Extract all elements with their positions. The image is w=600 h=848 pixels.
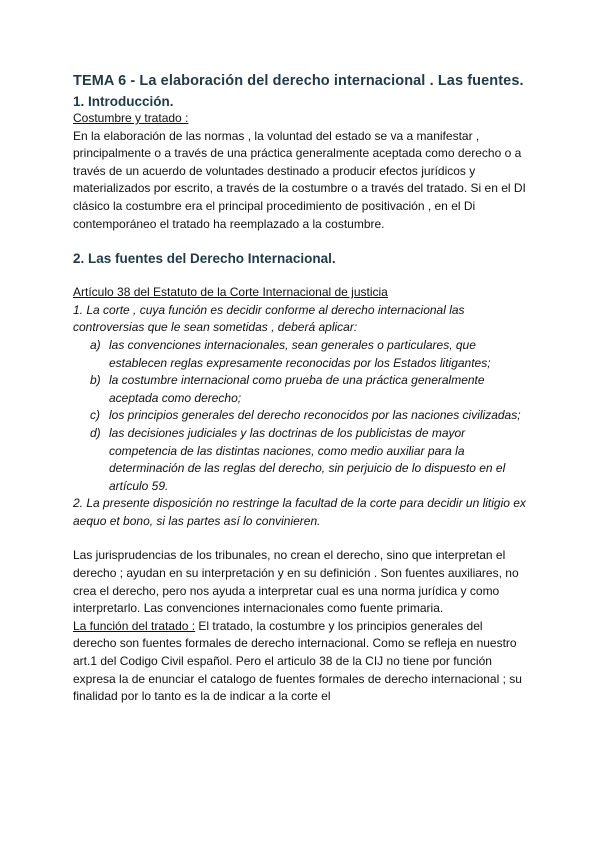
list-item — [73, 372, 528, 407]
article-38-title: Artículo 38 del Estatuto de la Corte Internacional de justicia — [73, 285, 388, 300]
treaty-function-text: El tratado, la costumbre y los principios generales del derecho son fuentes formales de derecho internacional. Como se refleja en nuestro art.1 del Codigo Civil español. Pero el articulo 38 de la CIJ no tiene por función expresa la de enunciar el catalogo de fuentes formales de derecho internacional ; su finalidad por lo tanto es la de indicar a la corte el — [73, 618, 522, 704]
document-page — [73, 72, 528, 706]
section-introduccion-heading: 1. Introducción. — [73, 94, 174, 109]
list-item-text: las decisiones judiciales y las doctrinas de los publicistas de mayor competencia de las distintas naciones, como medio auxiliar para la determinación de las reglas del derecho, sin perjuicio de lo dispuesto en el artículo 59. — [109, 425, 506, 493]
treaty-function-paragraph — [73, 618, 528, 706]
spacer — [73, 267, 528, 284]
list-item-label: b) — [90, 373, 101, 388]
list-item-text: las convenciones internacionales, sean generales o particulares, que establecen reglas expresamente reconocidas por los Estados litigantes; — [109, 337, 491, 370]
document-title: TEMA 6 - La elaboración del derecho internacional . Las fuentes. — [73, 73, 524, 89]
article-items-list — [73, 337, 528, 495]
list-item-text: los principios generales del derecho reconocidos por las naciones civilizadas; — [109, 408, 521, 423]
list-item-text: la costumbre internacional como prueba de una práctica generalmente aceptada como derecho; — [109, 373, 485, 405]
article-point-1: 1. La corte , cuya función es decidir conforme al derecho internacional las controversias que le sean sometidas , deberá aplicar: — [73, 302, 465, 335]
list-item — [73, 337, 528, 372]
list-item-label: a) — [90, 337, 101, 352]
list-item — [73, 425, 528, 495]
list-item-label: c) — [90, 408, 100, 423]
treaty-function-label: La función del tratado : — [73, 618, 196, 633]
costumbre-tratado-subheading: Costumbre y tratado : — [73, 111, 189, 125]
list-item-label: d) — [90, 425, 101, 440]
jurisprudence-paragraph: Las jurisprudencias de los tribunales, no crean el derecho, sino que interpretan el derecho ; ayudan en su interpretación y en su definición . Son fuentes auxiliares, no crea el derecho, pero nos ayuda a interpretar cual es una norma jurídica y como interpretarlo. Las convenciones internacionales como fuente primaria. — [73, 548, 519, 616]
introduccion-paragraph: En la elaboración de las normas , la voluntad del estado se va a manifestar , principalmente o a través de una práctica generalmente aceptada como derecho o a través de un acuerdo de voluntades destinado a producir efectos jurídicos y materializados por escrito, a través de la costumbre o a través del tratado. Si en el DI clásico la costumbre era el principal procedimiento de positivación , en el Di contemporáneo el tratado ha reemplazado a la costumbre. — [73, 128, 526, 231]
section-fuentes-heading: 2. Las fuentes del Derecho Internacional. — [73, 251, 336, 267]
spacer — [73, 530, 528, 547]
article-point-2: 2. La presente disposición no restringe la facultad de la corte para decidir un litigio ex aequo et bono, si las partes así lo convinieren. — [73, 496, 526, 528]
list-item — [73, 407, 528, 425]
